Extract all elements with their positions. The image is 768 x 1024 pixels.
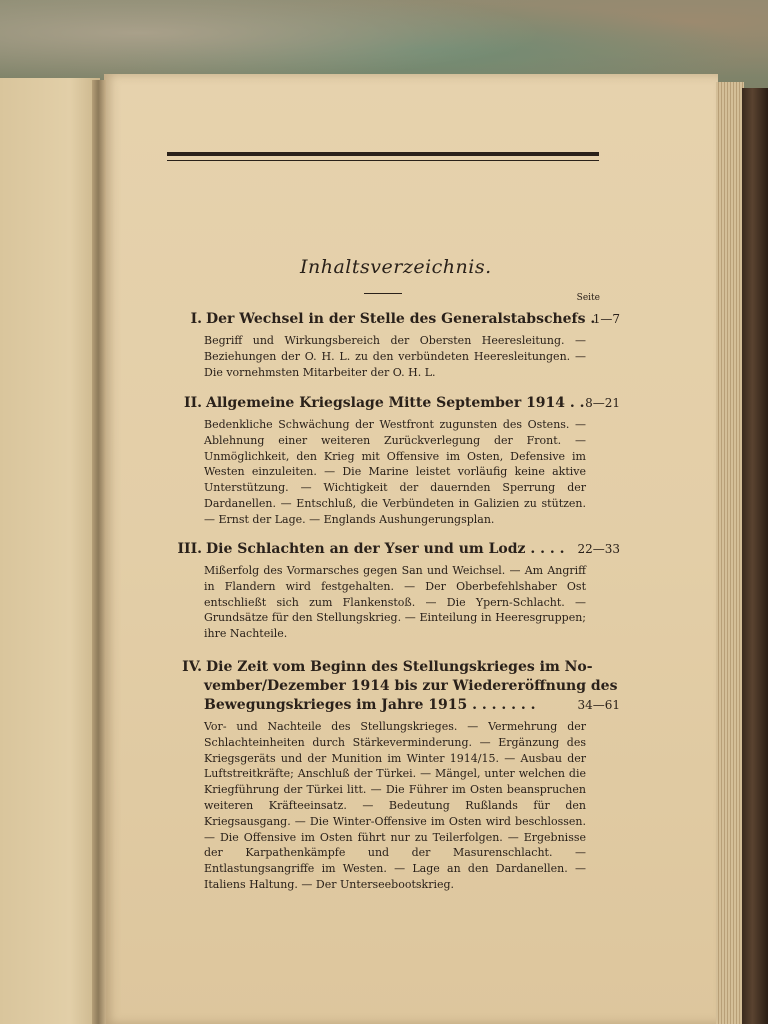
book-gutter [92, 80, 106, 1024]
toc-entry-2 [170, 394, 620, 528]
header-rule-thin [167, 160, 599, 161]
page-edges [716, 82, 744, 1024]
toc-entry-3 [170, 540, 620, 642]
page-range: 1—7 [592, 312, 620, 326]
chapter-summary: Vor- und Nachteile des Stellungskrieges. — Vermehrung der Schlachteinheiten durch Stärkeverminderung. — Ergänzung des Kriegsgeräts und der Munition im Winter 1914/15. — Ausbau der Luftstreitkräfte; Anschluß der Türkei. — Mängel, unter welchen die Kriegführung der Türkei litt. — Die Führer im Osten beanspruchen weiteren Kräfteeinsatz. — Bedeutung Rußlands für den Kriegsausgang. — Die Winter-Offensive im Osten wird beschlossen. — Die Offensive im Osten führt nur zu Teilerfolgen. — Ergebnisse der Karpathenkämpfe und der Masurenschlacht. — Entlastungsangriffe im Westen. — Lage an den Dardanellen. — Italiens Haltung. — Der Unterseebootskrieg. [204, 720, 586, 891]
page-range: 8—21 [585, 396, 620, 410]
chapter-number: II. [184, 395, 202, 411]
chapter-title-line-3: Bewegungskrieges im Jahre 1915 . . . . . . . [204, 697, 536, 713]
chapter-summary: Mißerfolg des Vormarsches gegen San und Weichsel. — Am Angriff in Flandern wird festgehalten. — Der Oberbefehlshaber Ost entschließt sich zum Flankenstoß. — Die Ypern-Schlacht. — Grundsätze für den Stellungskrieg. — Einteilung in Heeresgruppen; ihre Nachteile. [204, 564, 586, 641]
page-range: 22—33 [577, 542, 620, 556]
chapter-summary: Bedenkliche Schwächung der Westfront zugunsten des Ostens. — Ablehnung einer weiteren Zurückverlegung der Front. — Unmöglichkeit, den Krieg mit Offensive im Osten, Defensive im Westen einzuleiten. — Die Marine leistet vorläufig keine aktive Unterstützung. — Wichtigkeit der dauernden Sperrung der Dardanellen. — Entschluß, die Verbündeten in Galizien zu stützen. — Ernst der Lage. — Englands Aushungerungsplan. [204, 418, 586, 526]
page-title: Inhaltsverzeichnis. [300, 256, 492, 278]
chapter-number: IV. [182, 659, 202, 675]
toc-entry-4 [170, 658, 620, 893]
header-rule-thick [167, 152, 599, 156]
chapter-number: I. [190, 311, 202, 327]
page-range: 34—61 [577, 698, 620, 712]
chapter-number: III. [177, 541, 202, 557]
toc-entry-title [170, 658, 620, 677]
book-cover-edge [742, 88, 768, 1024]
chapter-summary: Begriff und Wirkungsbereich der Obersten Heeresleitung. — Beziehungen der O. H. L. zu den verbündeten Heeresleitungen. — Die vornehmsten Mitarbeiter der O. H. L. [204, 334, 586, 379]
left-page [0, 78, 100, 1024]
toc-entry-title [170, 540, 620, 559]
toc-entry-title-last-line [204, 696, 620, 715]
toc-entry-1 [170, 310, 620, 380]
chapter-title: Allgemeine Kriegslage Mitte September 1914 . . [206, 395, 585, 411]
chapter-title-line-1: Die Zeit vom Beginn des Stellungskrieges im No- [206, 659, 593, 675]
chapter-title-line-2: vember/Dezember 1914 bis zur Wiedereröffnung des [204, 678, 618, 694]
chapter-title: Der Wechsel in der Stelle des Generalstabschefs . [206, 311, 596, 327]
chapter-title: Die Schlachten an der Yser und um Lodz . . . . [206, 541, 565, 557]
title-underline [364, 293, 402, 294]
toc-entry-title [170, 394, 620, 413]
page-column-label: Seite [576, 293, 600, 303]
toc-entry-title [170, 310, 620, 329]
